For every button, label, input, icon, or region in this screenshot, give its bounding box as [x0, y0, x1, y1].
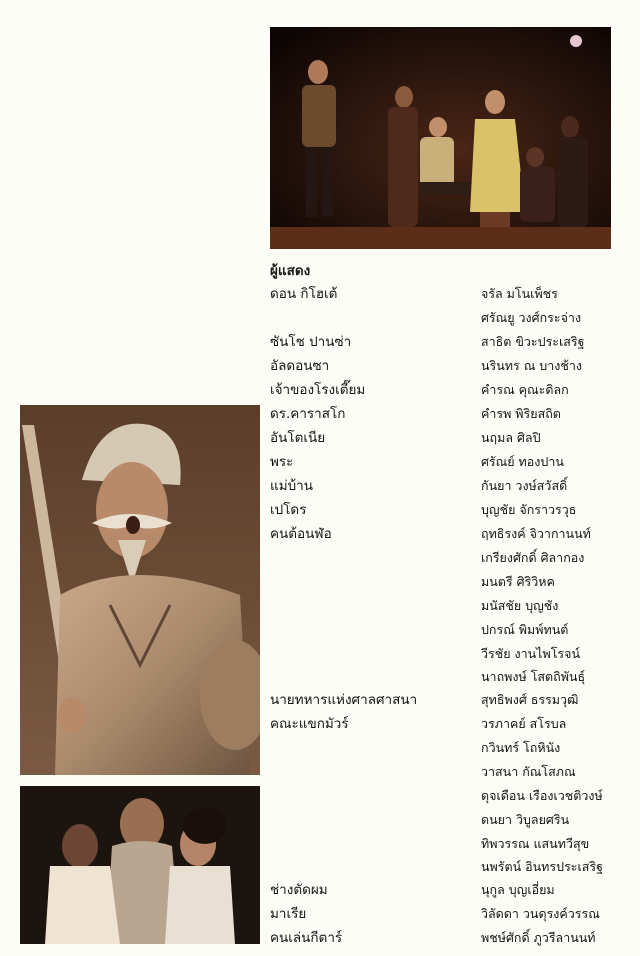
actor-name: สาธิต ขิวะประเสริฐ: [481, 334, 585, 349]
actor-name: พชษ์ศักดิ์ ภูวรีลานนท์: [481, 930, 596, 945]
actor-name: นพรัตน์ อินทรประเสริฐ: [481, 859, 604, 874]
actor-name: ดุจเดือน เรืองเวชติวงษ์: [481, 788, 603, 803]
actor-name: วรภาคย์ สโรบล: [481, 716, 567, 731]
actor-name: วาสนา กัณโสภณ: [481, 764, 576, 779]
role-label: เจ้าของโรงเตี๊ยม: [270, 382, 366, 398]
actor-name: ดนยา วิบูลยศริน: [481, 812, 570, 827]
actor-name: ฤทธิรงค์ จิวากานนท์: [481, 526, 591, 541]
role-label: นายทหารแห่งศาลศาสนา: [270, 692, 418, 708]
role-label: แม่บ้าน: [270, 478, 313, 494]
role-label: อันโตเนีย: [270, 430, 326, 446]
stage-photo-inn-scene: [270, 27, 611, 249]
group-photo-scene: [20, 786, 260, 944]
role-label: พระ: [270, 454, 294, 470]
actor-name: นุกูล บุญเอี่ยม: [481, 882, 555, 897]
cast-heading: ผู้แสดง: [270, 263, 311, 279]
role-label: เปโดร: [270, 502, 307, 518]
actor-name: เกรียงศักดิ์ ศิลากอง: [481, 550, 585, 565]
actor-name: นาถพงษ์ โสตถิพันธุ์: [481, 669, 586, 684]
actor-name: ปกรณ์ พิมพ์ทนต์: [481, 622, 569, 637]
role-label: คนเล่นกีตาร์: [270, 930, 343, 946]
role-label: อัลดอนซา: [270, 358, 330, 374]
role-label: คณะแขกมัวร์: [270, 716, 349, 732]
actor-name: ศรัณยู วงศ์กระจ่าง: [481, 310, 582, 325]
actor-name: กวินทร์ โถหินัง: [481, 740, 561, 755]
actor-name: คำรณ คุณะดิลก: [481, 382, 569, 397]
actor-name: กันยา วงษ์สวัสดิ์: [481, 478, 568, 493]
actor-name: บุญชัย จักราวรวุธ: [481, 502, 577, 517]
role-label: ซันโช ปานซ่า: [270, 334, 352, 350]
role-label: ดอน กิโฮเต้: [270, 286, 338, 302]
actor-name: มนัสชัย บุญชัง: [481, 598, 559, 613]
actor-name: วิลัดดา วนดุรงค์วรรณ: [481, 906, 600, 921]
actor-name: นรินทร ณ บางช้าง: [481, 358, 582, 373]
actor-name: นฤมล ศิลปิ: [481, 430, 541, 445]
actor-name: ทิพวรรณ แสนทวีสุข: [481, 836, 590, 851]
actor-name: มนตรี ศิริวิหค: [481, 574, 555, 589]
portrait-photo-don-quixote: [20, 405, 260, 775]
role-label: ช่างตัดผม: [270, 882, 328, 898]
role-label: ดร.คาราสโก: [270, 406, 346, 422]
actor-name: คำรพ พิริยสถิต: [481, 406, 561, 421]
actor-name: จรัล มโนเพ็ชร: [481, 286, 558, 301]
role-label: คนต้อนฬ่อ: [270, 526, 332, 542]
actor-name: ศรัณย์ ทองปาน: [481, 454, 564, 469]
actor-name: สุทธิพงศ์ ธรรมวุฒิ: [481, 692, 579, 707]
role-label: มาเรีย: [270, 906, 307, 922]
actor-name: วีรชัย งานไพโรจน์: [481, 646, 581, 661]
